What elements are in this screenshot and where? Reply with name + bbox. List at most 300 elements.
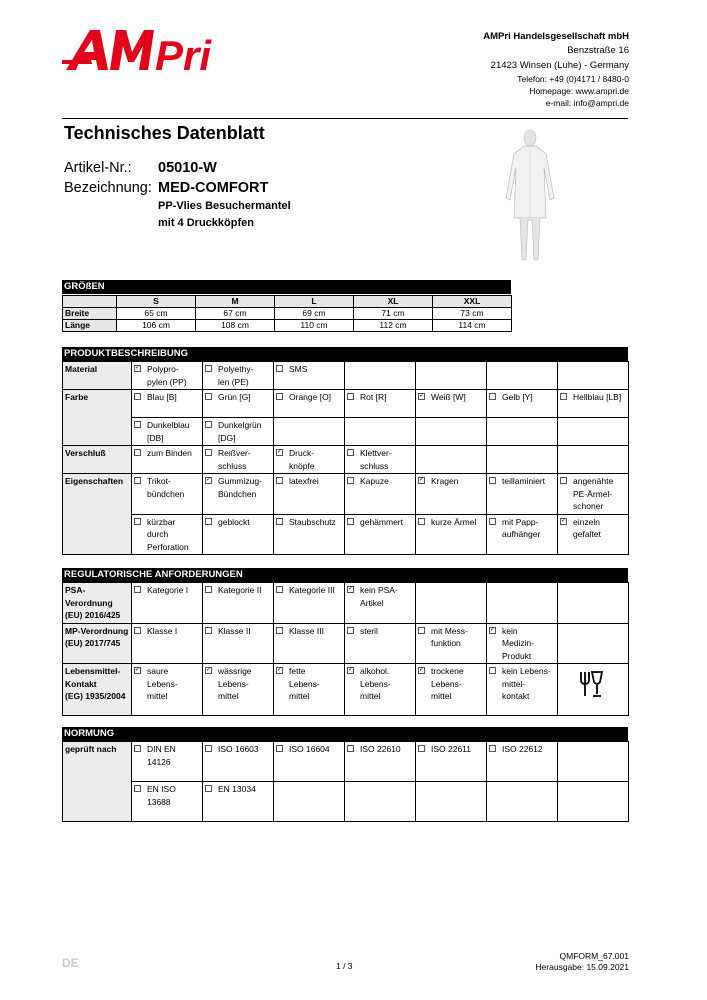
empty-cell — [274, 782, 345, 822]
option-label: Klasse II — [218, 625, 251, 636]
checkbox[interactable] — [205, 518, 212, 525]
option-label: Kapuze — [360, 476, 389, 486]
option-cell — [345, 474, 416, 515]
article-label: Artikel-Nr.: — [64, 160, 132, 176]
checkbox[interactable] — [205, 449, 212, 456]
empty-cell — [345, 362, 416, 390]
empty-cell — [487, 362, 558, 390]
option-label: latexfrei — [289, 476, 319, 486]
option-cell — [203, 418, 274, 446]
size-value: 69 cm — [275, 308, 354, 320]
option-label: kurze Ärmel — [431, 516, 477, 527]
checkbox[interactable] — [205, 627, 212, 634]
option-label: fette — [289, 666, 306, 676]
checkbox[interactable] — [347, 477, 354, 484]
psa-row — [63, 583, 629, 624]
checked-checkbox[interactable] — [347, 667, 354, 674]
option-label: mittel — [360, 691, 381, 701]
option-label: Kragen — [431, 476, 459, 486]
option-label: pylen (PP) — [147, 376, 187, 387]
option-cell — [345, 390, 416, 418]
checkbox[interactable] — [560, 393, 567, 400]
checkbox[interactable] — [134, 449, 141, 456]
material-row — [63, 362, 629, 390]
option-label: knöpfe — [289, 460, 315, 471]
product-header: PRODUKTBESCHREIBUNG — [62, 347, 628, 361]
company-address — [483, 30, 629, 110]
checkbox[interactable] — [347, 745, 354, 752]
option-label: kein — [502, 625, 518, 636]
option-cell — [345, 623, 416, 664]
size-value: 71 cm — [354, 308, 433, 320]
header-divider — [62, 118, 628, 119]
option-cell — [274, 514, 345, 555]
option-label: mit Papp- — [502, 516, 539, 527]
option-cell — [274, 742, 345, 782]
checkbox[interactable] — [276, 393, 283, 400]
food-row — [63, 664, 629, 716]
option-cell — [274, 390, 345, 418]
company-homepage[interactable]: Homepage: www.ampri.de — [529, 86, 629, 97]
option-label: trockene — [431, 666, 464, 676]
checked-checkbox[interactable] — [276, 667, 283, 674]
option-cell — [345, 514, 416, 555]
sizes-head-row — [63, 296, 512, 308]
checked-checkbox[interactable] — [134, 667, 141, 674]
checked-checkbox[interactable] — [418, 477, 425, 484]
option-cell — [487, 742, 558, 782]
option-cell — [487, 390, 558, 418]
size-row-label: Breite — [63, 308, 117, 320]
option-label: ISO 22611 — [431, 744, 472, 754]
option-label: Rot [R] — [360, 392, 387, 402]
size-col: S — [117, 296, 196, 308]
option-label: geblockt — [218, 516, 250, 527]
checkbox[interactable] — [134, 421, 141, 428]
option-label: Gelb [Y] — [502, 392, 533, 402]
empty-cell — [558, 362, 629, 390]
option-cell — [487, 514, 558, 555]
checkbox[interactable] — [205, 745, 212, 752]
option-label: kein Lebens- — [502, 666, 551, 676]
empty-cell — [558, 418, 629, 446]
option-label: zum Binden — [147, 448, 192, 458]
issue-date: Herausgabe: 15.09.2021 — [535, 962, 629, 972]
option-label: schoner — [573, 501, 604, 511]
color-row-1 — [63, 390, 629, 418]
option-cell — [203, 514, 274, 555]
empty-cell — [416, 446, 487, 474]
option-label: PE-Ärmel- — [573, 488, 613, 499]
size-value: 73 cm — [433, 308, 512, 320]
option-cell — [132, 418, 203, 446]
option-label: mittel — [147, 691, 168, 701]
option-cell — [132, 623, 203, 664]
norms-header: NORMUNG — [62, 727, 628, 741]
option-label: aufhänger — [502, 529, 541, 539]
checkbox[interactable] — [347, 449, 354, 456]
props-row-1 — [63, 474, 629, 515]
option-cell — [203, 782, 274, 822]
option-label: Bündchen — [218, 488, 257, 499]
size-row-label: Länge — [63, 320, 117, 332]
option-label: Dunkelblau — [147, 420, 190, 430]
option-label: Lebens- — [147, 678, 178, 689]
checked-checkbox[interactable] — [205, 667, 212, 674]
checkbox[interactable] — [134, 586, 141, 593]
option-cell — [203, 474, 274, 515]
row-label — [63, 742, 132, 822]
size-value: 110 cm — [275, 320, 354, 332]
option-cell — [203, 623, 274, 664]
row-label-text: Eigenschaften — [65, 476, 124, 486]
row-label — [63, 623, 132, 664]
size-row-length — [63, 320, 512, 332]
checkbox[interactable] — [134, 393, 141, 400]
option-cell — [274, 623, 345, 664]
description-line1: PP-Vlies Besuchermantel — [158, 200, 291, 212]
option-label: Trikot- — [147, 476, 171, 486]
option-label: [DG] — [218, 432, 236, 443]
size-col: XXL — [433, 296, 512, 308]
sizes-header: GRÖßEN — [62, 280, 511, 294]
size-value: 108 cm — [196, 320, 275, 332]
option-label: SMS — [289, 364, 308, 374]
option-label: Lebens- — [360, 678, 391, 689]
company-street: Benzstraße 16 — [567, 45, 629, 56]
empty-cell — [487, 782, 558, 822]
empty-cell — [345, 418, 416, 446]
option-cell — [558, 474, 629, 515]
option-cell — [203, 742, 274, 782]
checkbox[interactable] — [418, 627, 425, 634]
option-label: Polypro- — [147, 364, 179, 374]
option-label: ISO 22612 — [502, 744, 543, 754]
option-label: Lebens- — [431, 678, 462, 689]
form-code: QMFORM_67.001 — [559, 951, 629, 961]
row-label-text: geprüft nach — [65, 744, 117, 754]
option-label: schluss — [360, 460, 389, 471]
option-label: Artikel — [360, 597, 384, 608]
option-label: Blau [B] — [147, 392, 177, 402]
empty-cell — [416, 418, 487, 446]
checked-checkbox[interactable] — [134, 365, 141, 372]
checked-checkbox[interactable] — [205, 477, 212, 484]
option-label: Druck- — [289, 448, 315, 458]
checkbox[interactable] — [560, 477, 567, 484]
option-label: gehämmert — [360, 516, 403, 527]
empty-cell — [558, 623, 629, 664]
checkbox[interactable] — [134, 785, 141, 792]
option-cell — [132, 583, 203, 624]
option-label: Klasse III — [289, 625, 324, 636]
option-cell — [416, 514, 487, 555]
company-phone: Telefon: +49 (0)4171 / 8480-0 — [517, 74, 629, 84]
row-label-text: MP-Verordnung — [65, 625, 129, 636]
norms-table — [62, 741, 629, 822]
option-label: ISO 16604 — [289, 744, 330, 754]
checked-checkbox[interactable] — [489, 627, 496, 634]
empty-cell — [558, 446, 629, 474]
option-label: Orange [O] — [289, 392, 332, 402]
option-label: wässrige — [218, 666, 252, 676]
mp-row — [63, 623, 629, 664]
option-cell — [274, 664, 345, 716]
empty-cell — [487, 418, 558, 446]
option-label: schluss — [218, 460, 247, 471]
checkbox[interactable] — [134, 627, 141, 634]
option-cell — [487, 664, 558, 716]
checkbox[interactable] — [205, 365, 212, 372]
option-label: 13688 — [147, 796, 171, 807]
page-number: 1 / 3 — [336, 961, 353, 971]
product-image — [500, 128, 560, 268]
checkbox[interactable] — [276, 627, 283, 634]
option-label: kontakt — [502, 691, 530, 701]
size-value: 114 cm — [433, 320, 512, 332]
row-label-text: Kontakt — [65, 678, 97, 689]
option-label: Produkt — [502, 650, 532, 661]
sizes-table — [62, 295, 512, 332]
option-label: bündchen — [147, 488, 185, 499]
option-label: kürzbar — [147, 516, 176, 527]
option-label: Dunkelgrün — [218, 420, 262, 430]
logo-text: Pri — [155, 32, 212, 76]
size-col: XL — [354, 296, 433, 308]
row-label — [63, 362, 132, 390]
empty-cell — [487, 446, 558, 474]
norms-row-2 — [63, 782, 629, 822]
option-label: Reißver- — [218, 448, 251, 458]
option-label: ISO 22610 — [360, 744, 401, 754]
option-label: EN ISO — [147, 784, 176, 794]
empty-cell — [558, 782, 629, 822]
option-cell — [345, 583, 416, 624]
row-label — [63, 446, 132, 474]
option-cell — [203, 664, 274, 716]
row-label — [63, 474, 132, 555]
checkbox[interactable] — [418, 518, 425, 525]
checkbox[interactable] — [347, 518, 354, 525]
checkbox[interactable] — [347, 627, 354, 634]
option-cell — [416, 474, 487, 515]
regulatory-table — [62, 582, 629, 716]
option-cell — [132, 782, 203, 822]
empty-cell — [416, 782, 487, 822]
size-col: M — [196, 296, 275, 308]
option-cell — [132, 742, 203, 782]
option-label: Weiß [W] — [431, 392, 466, 402]
option-label: DIN EN — [147, 744, 176, 754]
option-cell — [558, 514, 629, 555]
option-label: Lebens- — [289, 678, 320, 689]
checked-checkbox[interactable] — [347, 586, 354, 593]
language-code: DE — [62, 956, 79, 970]
option-label: Klettver- — [360, 448, 392, 458]
option-label: mittel — [289, 691, 310, 701]
option-label: steril — [360, 625, 378, 636]
option-label: angenähte — [573, 476, 614, 486]
checkbox[interactable] — [276, 745, 283, 752]
option-label: ISO 16603 — [218, 744, 259, 754]
sizes-corner — [63, 296, 117, 308]
option-label: [DB] — [147, 432, 164, 443]
option-cell — [203, 583, 274, 624]
option-cell — [274, 362, 345, 390]
description-line2: mit 4 Druckköpfen — [158, 217, 254, 229]
row-label — [63, 583, 132, 624]
checkbox[interactable] — [205, 586, 212, 593]
row-label — [63, 390, 132, 446]
article-number: 05010-W — [158, 160, 217, 176]
option-label: Medizin- — [502, 638, 535, 648]
option-cell — [274, 446, 345, 474]
option-cell — [203, 446, 274, 474]
checked-checkbox[interactable] — [418, 393, 425, 400]
option-label: mittel — [218, 691, 239, 701]
food-safe-cell — [558, 664, 629, 716]
option-label: EN 13034 — [218, 784, 256, 794]
empty-cell — [274, 418, 345, 446]
option-label: Perforation — [147, 541, 189, 552]
option-cell — [132, 446, 203, 474]
checkbox[interactable] — [276, 477, 283, 484]
empty-cell — [558, 742, 629, 782]
color-row-2 — [63, 418, 629, 446]
empty-cell — [416, 362, 487, 390]
option-cell — [487, 474, 558, 515]
checkbox[interactable] — [489, 667, 496, 674]
checkbox[interactable] — [205, 785, 212, 792]
company-email[interactable]: e-mail: info@ampri.de — [545, 98, 629, 109]
company-city: 21423 Winsen (Luhe) - Germany — [490, 59, 629, 71]
checkbox[interactable] — [347, 393, 354, 400]
checked-checkbox[interactable] — [560, 518, 567, 525]
option-cell — [203, 390, 274, 418]
checkbox[interactable] — [489, 518, 496, 525]
option-label: mit Mess- — [431, 625, 468, 636]
size-col: L — [275, 296, 354, 308]
option-cell — [132, 514, 203, 555]
row-label-text: PSA-Verordnung — [65, 585, 113, 608]
option-label: Staubschutz — [289, 516, 336, 527]
company-name: AMPri Handelsgesellschaft mbH — [483, 31, 629, 42]
size-value: 112 cm — [354, 320, 433, 332]
designation-value: MED-COMFORT — [158, 180, 269, 196]
checkbox[interactable] — [276, 518, 283, 525]
checkbox[interactable] — [489, 477, 496, 484]
option-cell — [132, 474, 203, 515]
option-label: Gummizug- — [218, 476, 262, 486]
row-label — [63, 664, 132, 716]
checkbox[interactable] — [418, 745, 425, 752]
empty-cell — [416, 583, 487, 624]
fork-glass-icon — [579, 670, 603, 698]
row-label-text: (EG) 1935/2004 — [65, 691, 126, 701]
option-label: mittel — [431, 691, 452, 701]
props-row-2 — [63, 514, 629, 555]
option-label: Kategorie I — [147, 585, 189, 595]
option-cell — [274, 583, 345, 624]
option-label: Kategorie II — [218, 585, 262, 595]
row-label-text: Verschluß — [65, 448, 106, 458]
option-label: mittel- — [502, 678, 526, 689]
checkbox[interactable] — [276, 365, 283, 372]
option-label: Kategorie III — [289, 585, 335, 595]
row-label-text: Material — [65, 364, 98, 374]
option-cell — [487, 623, 558, 664]
option-cell — [132, 390, 203, 418]
option-cell — [345, 742, 416, 782]
form-info — [535, 951, 629, 973]
row-label-text: (EU) 2017/745 — [65, 638, 121, 648]
document-title: Technisches Datenblatt — [64, 123, 265, 143]
size-row-width — [63, 308, 512, 320]
option-label: einzeln — [573, 516, 600, 527]
option-label: teillaminiert — [502, 476, 545, 486]
option-cell — [274, 474, 345, 515]
option-cell — [416, 390, 487, 418]
size-value: 65 cm — [117, 308, 196, 320]
row-label-text: Farbe — [65, 392, 89, 402]
option-label: Klasse I — [147, 625, 178, 636]
size-value: 106 cm — [117, 320, 196, 332]
checkbox[interactable] — [205, 421, 212, 428]
designation-label: Bezeichnung: — [64, 180, 152, 196]
option-label: durch — [147, 529, 169, 539]
checked-checkbox[interactable] — [418, 667, 425, 674]
option-label: saure — [147, 666, 169, 676]
norms-row-1 — [63, 742, 629, 782]
empty-cell — [345, 782, 416, 822]
option-label: funktion — [431, 638, 461, 648]
checkbox[interactable] — [489, 393, 496, 400]
option-label: gefaltet — [573, 529, 601, 539]
option-cell — [132, 664, 203, 716]
option-label: len (PE) — [218, 376, 249, 387]
checkbox[interactable] — [276, 586, 283, 593]
regulatory-header: REGULATORISCHE ANFORDERUNGEN — [62, 568, 628, 582]
option-cell — [558, 390, 629, 418]
checkbox[interactable] — [134, 745, 141, 752]
option-cell — [203, 362, 274, 390]
option-cell — [416, 664, 487, 716]
option-label: Polyethy- — [218, 364, 254, 374]
option-cell — [132, 362, 203, 390]
option-label: alkohol. — [360, 666, 390, 676]
option-cell — [345, 446, 416, 474]
option-cell — [345, 664, 416, 716]
checked-checkbox[interactable] — [276, 449, 283, 456]
option-label: kein PSA- — [360, 585, 398, 595]
product-table — [62, 361, 629, 555]
option-label: Grün [G] — [218, 392, 251, 402]
checkbox[interactable] — [489, 745, 496, 752]
option-label: Hellblau [LB] — [573, 392, 622, 402]
empty-cell — [558, 583, 629, 624]
checkbox[interactable] — [205, 393, 212, 400]
option-label: Lebens- — [218, 678, 249, 689]
checkbox[interactable] — [134, 477, 141, 484]
row-label-text: (EU) 2016/425 — [65, 610, 121, 620]
option-cell — [416, 623, 487, 664]
option-label: 14126 — [147, 756, 171, 767]
checkbox[interactable] — [134, 518, 141, 525]
option-cell — [416, 742, 487, 782]
ampri-logo — [62, 24, 222, 76]
row-label-text: Lebensmittel- — [65, 666, 121, 676]
size-value: 67 cm — [196, 308, 275, 320]
